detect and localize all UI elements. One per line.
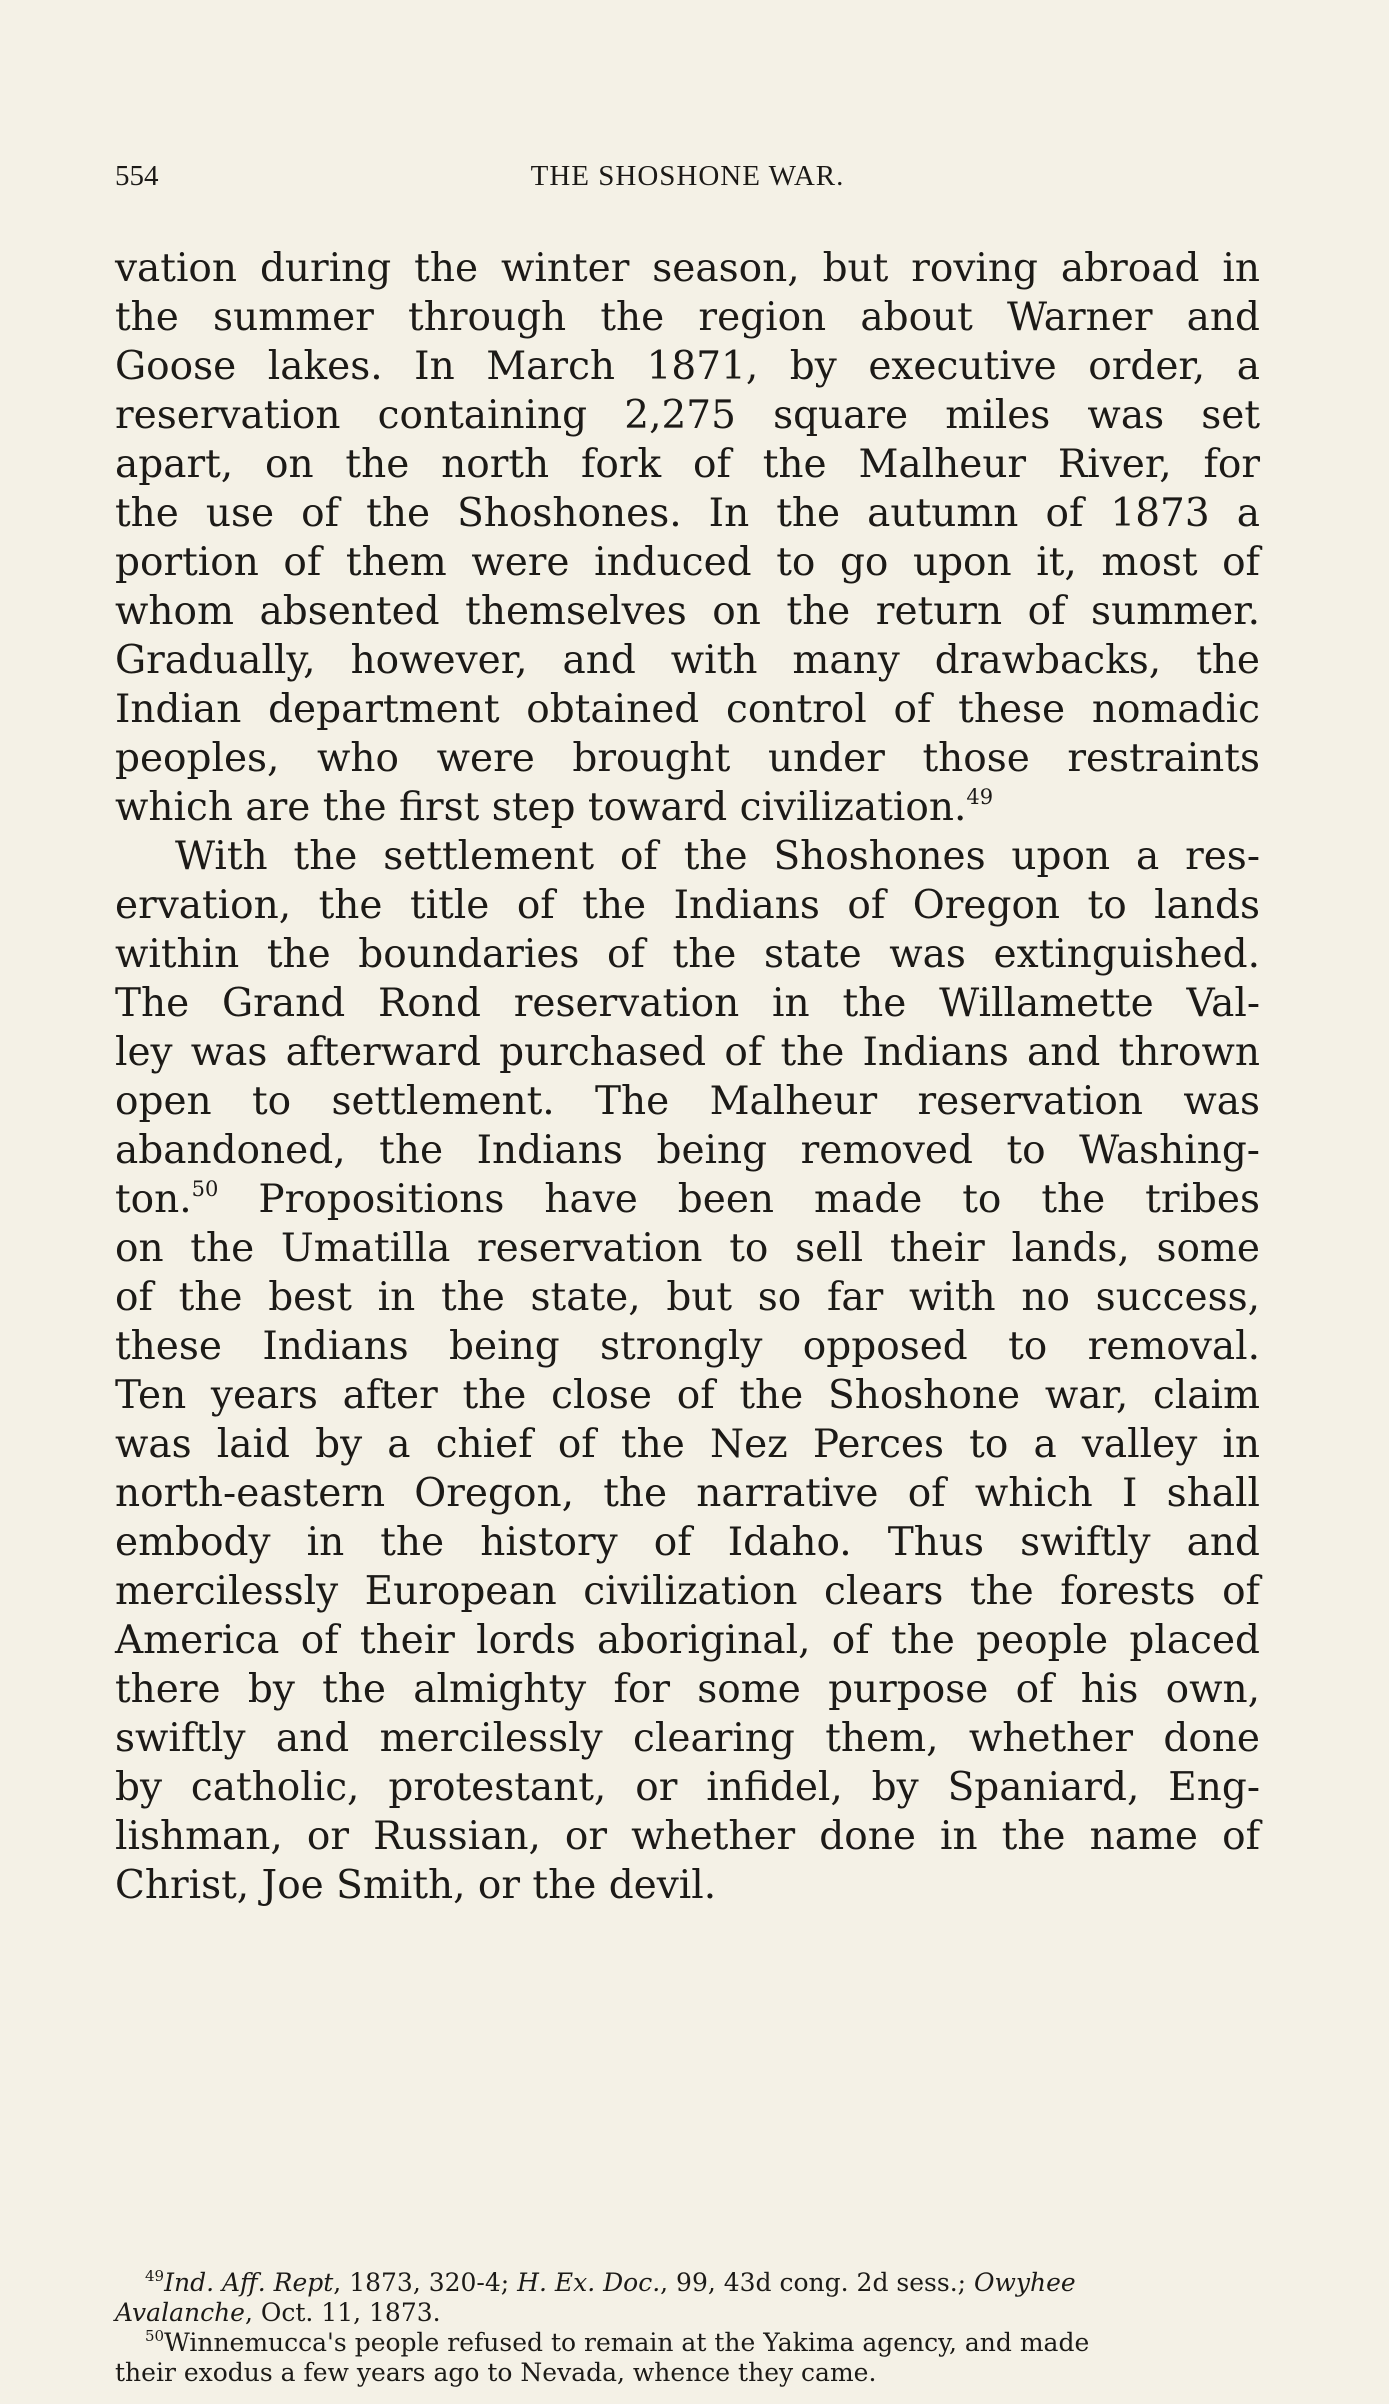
text-span: swiftly and mercilessly clearing them, whether done	[115, 1716, 1260, 1761]
text-span: Propositions have been made to the tribes	[258, 1177, 1260, 1222]
footnote-ref-49: 49	[966, 785, 994, 809]
text-span: on the Umatilla reservation to sell their lands, some	[115, 1226, 1260, 1271]
text-line	[115, 1177, 1260, 1223]
text-span: Gradually, however, and with many drawbacks, the	[115, 638, 1260, 683]
page-header	[115, 160, 1260, 200]
text-line	[115, 1814, 1260, 1860]
text-span: these Indians being strongly opposed to removal.	[115, 1324, 1260, 1369]
text-line	[115, 1471, 1260, 1517]
text-line	[115, 1324, 1260, 1370]
text-line	[115, 785, 1260, 831]
text-span: was laid by a chief of the Nez Perces to a valley in	[115, 1422, 1260, 1467]
running-title: THE SHOSHONE WAR.	[530, 160, 845, 192]
text-line	[115, 1373, 1260, 1419]
text-span: apart, on the north fork of the Malheur River, for	[115, 442, 1260, 487]
footnote-ref: Ind. Aff. Rept	[164, 2268, 334, 2297]
footnote-49-line-1	[115, 2268, 1260, 2298]
text-line	[115, 1226, 1260, 1272]
text-line	[115, 981, 1260, 1027]
text-line	[115, 1667, 1260, 1713]
text-line	[115, 1128, 1260, 1174]
text-span: peoples, who were brought under those restraints	[115, 736, 1260, 781]
footnote-50-line-1	[115, 2328, 1260, 2358]
text-line	[115, 540, 1260, 586]
footnote-50-line-2	[115, 2358, 1260, 2388]
text-span: the summer through the region about Warner and	[115, 295, 1260, 340]
footnote-text: Winnemucca's people refused to remain at the Yakima agency, and made	[164, 2328, 1090, 2357]
text-line	[115, 491, 1260, 537]
text-span: portion of them were induced to go upon it, most of	[115, 540, 1260, 585]
text-line	[115, 1569, 1260, 1615]
text-span: open to settlement. The Malheur reservation was	[115, 1079, 1260, 1124]
footnote-ref: H. Ex. Doc.	[517, 2268, 661, 2297]
text-line	[115, 1079, 1260, 1125]
footnote-text: , 1873, 320-4;	[333, 2268, 518, 2297]
footnote-49-line-2	[115, 2298, 1260, 2328]
footnote-text: their exodus a few years ago to Nevada, whence they came.	[115, 2358, 877, 2387]
text-line	[115, 246, 1260, 292]
footnote-ref-50: 50	[191, 1177, 219, 1201]
text-line	[115, 1275, 1260, 1321]
text-span: Goose lakes. In March 1871, by executive order, a	[115, 344, 1260, 389]
text-span: there by the almighty for some purpose of his own,	[115, 1667, 1260, 1712]
text-line	[115, 1863, 1260, 1909]
text-span: ton.	[115, 1177, 192, 1222]
text-line	[115, 834, 1260, 880]
footnote-49-marker: 49	[145, 2267, 165, 2285]
page-number: 554	[115, 160, 159, 192]
text-line	[115, 736, 1260, 782]
footnote-50-marker: 50	[145, 2327, 165, 2345]
text-line	[115, 687, 1260, 733]
text-span: Indian department obtained control of these nomadic	[115, 687, 1260, 732]
text-span: the use of the Shoshones. In the autumn of 1873 a	[115, 491, 1260, 536]
text-line	[115, 344, 1260, 390]
text-span: which are the first step toward civilization.	[115, 785, 967, 830]
text-span: ervation, the title of the Indians of Oregon to lands	[115, 883, 1260, 928]
text-span: reservation containing 2,275 square miles was set	[115, 393, 1260, 438]
text-span: vation during the winter season, but roving abroad in	[115, 246, 1260, 291]
text-span: whom absented themselves on the return of summer.	[115, 589, 1260, 634]
text-line	[115, 393, 1260, 439]
text-span: north-eastern Oregon, the narrative of which I shall	[115, 1471, 1260, 1516]
text-span: mercilessly European civilization clears the forests of	[115, 1569, 1260, 1614]
text-line	[115, 1030, 1260, 1076]
text-line	[115, 1765, 1260, 1811]
footnote-ref: Owyhee	[974, 2268, 1076, 2297]
text-span: The Grand Rond reservation in the Willamette Val-	[115, 981, 1260, 1026]
text-span: With the settlement of the Shoshones upon a res-	[175, 834, 1260, 879]
text-line	[115, 932, 1260, 978]
footnote-text: , 99, 43d cong. 2d sess.;	[660, 2268, 975, 2297]
text-line	[115, 295, 1260, 341]
text-span: abandoned, the Indians being removed to Washing-	[115, 1128, 1260, 1173]
text-line	[115, 883, 1260, 929]
text-line	[115, 1520, 1260, 1566]
footnote-text: , Oct. 11, 1873.	[244, 2298, 441, 2327]
text-span: America of their lords aboriginal, of the people placed	[115, 1618, 1260, 1663]
text-line	[115, 1618, 1260, 1664]
text-span: Christ, Joe Smith, or the devil.	[115, 1863, 717, 1908]
text-span: lishman, or Russian, or whether done in the name of	[115, 1814, 1260, 1859]
text-span: embody in the history of Idaho. Thus swiftly and	[115, 1520, 1260, 1565]
text-span: of the best in the state, but so far with no success,	[115, 1275, 1260, 1320]
text-span: within the boundaries of the state was extinguished.	[115, 932, 1260, 977]
text-line	[115, 589, 1260, 635]
text-line	[115, 1422, 1260, 1468]
text-line	[115, 1716, 1260, 1762]
text-span: by catholic, protestant, or infidel, by Spaniard, Eng-	[115, 1765, 1260, 1810]
text-span: ley was afterward purchased of the Indians and thrown	[115, 1030, 1260, 1075]
text-line	[115, 442, 1260, 488]
text-line	[115, 638, 1260, 684]
text-span: Ten years after the close of the Shoshone war, claim	[115, 1373, 1260, 1418]
footnote-ref: Avalanche	[115, 2298, 245, 2327]
